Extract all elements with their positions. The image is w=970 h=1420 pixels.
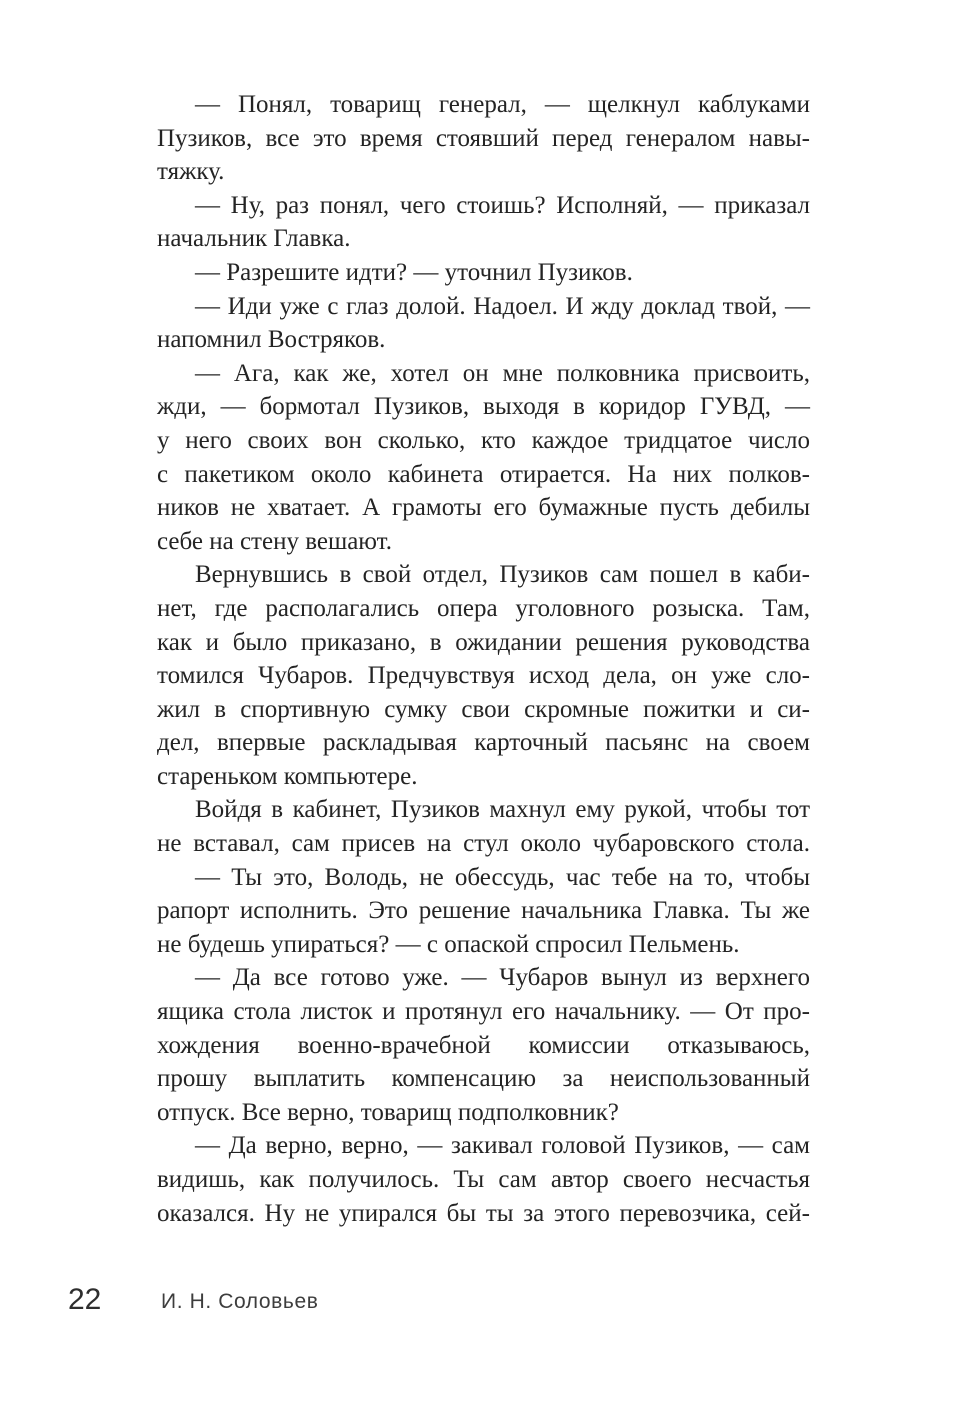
paragraph [157,290,810,357]
text-line: Вернувшись в свой отдел, Пузиков сам пошел в каби- [195,561,810,589]
text-line: — Понял, товарищ генерал, — щелкнул каблуками [195,91,810,118]
page-number: 22 [68,1283,102,1316]
text-line: оказался. Ну не упирался бы ты за этого перевозчика, сей- [157,1199,810,1227]
text-line: прошу выплатить компенсацию за неиспользованный [157,1065,810,1093]
paragraph [157,88,810,189]
text-line: видишь, как получилось. Ты сам автор своего несчастья [157,1166,810,1193]
text-line: у него своих вон сколько, кто каждое тридцатое число [157,426,810,454]
text-line: нет, где располагались опера уголовного розыска. Там, [157,594,810,622]
paragraph [157,357,810,559]
text-line: рапорт исполнить. Это решение начальника Главка. Ты же [157,897,810,925]
text-line: хождения военно-врачебной комиссии отказываюсь, [157,1031,810,1059]
text-line: — Ага, как же, хотел он мне полковника присвоить, [195,359,810,387]
text-line: — Да верно, верно, — закивал головой Пузиков, — сам [195,1132,810,1160]
paragraph [157,861,810,962]
text-line: — Разрешите идти? — уточнил Пузиков. [195,258,633,286]
paragraph [157,189,810,256]
text-line: не будешь упираться? — с опаской спросил Пельмень. [157,930,740,958]
text-line: — Ну, раз понял, чего стоишь? Исполняй, — приказал [195,191,810,219]
text-line: — Ты это, Володь, не обессудь, час тебе на то, чтобы [195,863,810,891]
paragraph [157,558,810,793]
text-line: ников не хватает. А грамоты его бумажные пусть дебилы [157,494,810,522]
text-line: — Иди уже с глаз долой. Надоел. И жду доклад твой, — [195,292,810,320]
paragraph [157,793,810,860]
paragraph [157,961,810,1129]
text-line: отпуск. Все верно, товарищ подполковник? [157,1098,619,1126]
text-line: с пакетиком около кабинета отирается. На них полков- [157,460,810,488]
text-line: ящика стола листок и протянул его начальнику. — От про- [157,998,810,1026]
text-line: не вставал, сам присев на стул около чубаровского стола. [157,830,810,858]
text-line: начальник Главка. [157,225,351,253]
text-line: как и было приказано, в ожидании решения руководства [157,628,810,656]
text-line: себе на стену вешают. [157,527,392,555]
running-head-author: И. Н. Соловьев [161,1290,319,1313]
paragraph [157,256,810,290]
text-line: напомнил Востряков. [157,326,386,354]
text-line: томился Чубаров. Предчувствуя исход дела, он уже сло- [157,662,810,690]
page-text [157,88,810,1230]
text-line: Пузиков, все это время стоявший перед генералом навы- [157,124,810,152]
text-line: — Да все готово уже. — Чубаров вынул из верхнего [195,964,810,992]
paragraph [157,1129,810,1230]
text-line: дел, впервые раскладывая карточный пасьянс на своем [157,729,810,757]
text-line: стареньком компьютере. [157,762,418,790]
text-line: жил в спортивную сумку свои скромные пожитки и си- [157,695,810,723]
text-line: жди, — бормотал Пузиков, выходя в коридор ГУВД, — [157,393,810,421]
page-footer [0,1283,970,1343]
text-line: Войдя в кабинет, Пузиков махнул ему рукой, чтобы тот [195,796,810,824]
text-line: тяжку. [157,158,225,186]
